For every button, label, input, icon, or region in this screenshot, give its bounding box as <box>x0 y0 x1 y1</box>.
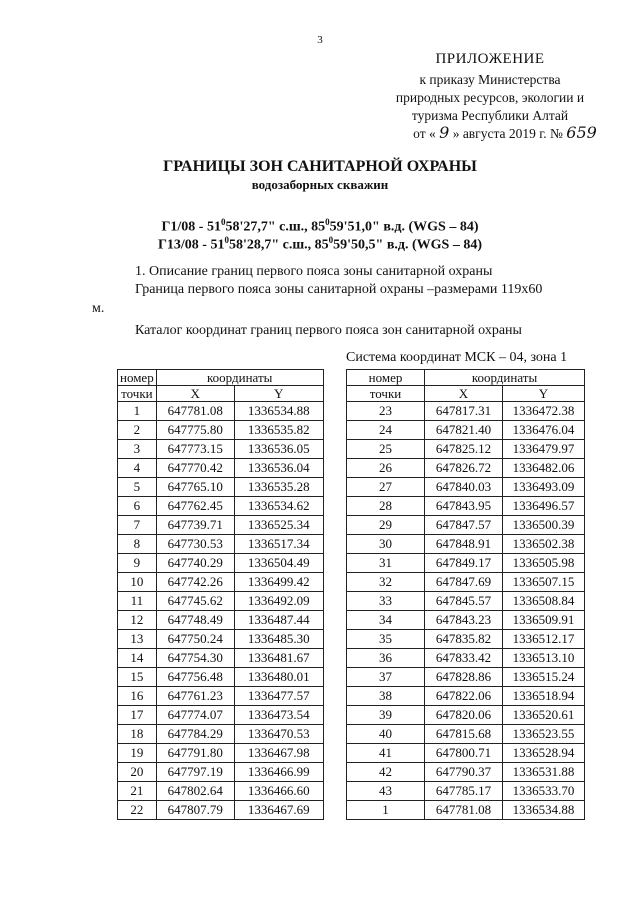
y-coordinate-cell: 1336536.05 <box>234 440 323 459</box>
point-number-cell: 17 <box>118 706 157 725</box>
y-coordinate-cell: 1336509.91 <box>503 611 585 630</box>
point-number-cell: 29 <box>347 516 425 535</box>
point-number-cell: 36 <box>347 649 425 668</box>
table-row <box>347 421 585 440</box>
point-number-cell: 23 <box>347 402 425 421</box>
x-coordinate-cell: 647730.53 <box>156 535 234 554</box>
y-coordinate-cell: 1336473.54 <box>234 706 323 725</box>
point-number-cell: 10 <box>118 573 157 592</box>
table-row <box>118 801 324 820</box>
y-coordinate-cell: 1336504.49 <box>234 554 323 573</box>
table-body-right <box>347 370 585 820</box>
y-coordinate-cell: 1336493.09 <box>503 478 585 497</box>
y-coordinate-cell: 1336467.69 <box>234 801 323 820</box>
point-number-cell: 15 <box>118 668 157 687</box>
x-coordinate-cell: 647807.79 <box>156 801 234 820</box>
point-number-cell: 24 <box>347 421 425 440</box>
point-number-cell: 34 <box>347 611 425 630</box>
x-coordinate-cell: 647802.64 <box>156 782 234 801</box>
point-number-cell: 7 <box>118 516 157 535</box>
header-point-label: точки <box>347 386 425 402</box>
y-coordinate-cell: 1336500.39 <box>503 516 585 535</box>
x-coordinate-cell: 647835.82 <box>425 630 503 649</box>
x-coordinate-cell: 647815.68 <box>425 725 503 744</box>
x-coordinate-cell: 647848.91 <box>425 535 503 554</box>
handwritten-order-number: 659 <box>566 123 597 142</box>
y-coordinate-cell: 1336479.97 <box>503 440 585 459</box>
point-number-cell: 4 <box>118 459 157 478</box>
table-row <box>118 421 324 440</box>
point-number-cell: 16 <box>118 687 157 706</box>
point-number-cell: 28 <box>347 497 425 516</box>
point-number-cell: 30 <box>347 535 425 554</box>
point-number-cell: 26 <box>347 459 425 478</box>
table-row <box>118 497 324 516</box>
point-number-cell: 22 <box>118 801 157 820</box>
y-coordinate-cell: 1336534.88 <box>503 801 585 820</box>
x-coordinate-cell: 647800.71 <box>425 744 503 763</box>
table-row <box>347 516 585 535</box>
appendix-line-1: к приказу Министерства <box>419 72 561 87</box>
boundary-description-end: м. <box>92 301 105 316</box>
table-body-left <box>118 370 324 820</box>
date-prefix: от « <box>413 126 436 141</box>
point-number-cell: 18 <box>118 725 157 744</box>
point-number-cell: 3 <box>118 440 157 459</box>
point-number-cell: 35 <box>347 630 425 649</box>
table-row <box>118 649 324 668</box>
table-row <box>118 573 324 592</box>
x-coordinate-cell: 647750.24 <box>156 630 234 649</box>
point-number-cell: 13 <box>118 630 157 649</box>
x-coordinate-cell: 647781.08 <box>156 402 234 421</box>
table-row <box>347 573 585 592</box>
point-number-cell: 1 <box>347 801 425 820</box>
point-number-cell: 31 <box>347 554 425 573</box>
y-coordinate-cell: 1336525.34 <box>234 516 323 535</box>
coordinate-system: Система координат МСК – 04, зона 1 <box>346 350 568 365</box>
table-row <box>347 649 585 668</box>
header-coordinates: координаты <box>425 370 585 386</box>
point-number-cell: 33 <box>347 592 425 611</box>
x-coordinate-cell: 647742.26 <box>156 573 234 592</box>
y-coordinate-cell: 1336467.98 <box>234 744 323 763</box>
page-number: 3 <box>317 34 323 46</box>
y-coordinate-cell: 1336517.34 <box>234 535 323 554</box>
table-row <box>347 801 585 820</box>
table-row <box>347 630 585 649</box>
point-number-cell: 42 <box>347 763 425 782</box>
point-number-cell: 38 <box>347 687 425 706</box>
x-coordinate-cell: 647849.17 <box>425 554 503 573</box>
point-number-cell: 27 <box>347 478 425 497</box>
header-x: X <box>425 386 503 402</box>
catalog-title: Каталог координат границ первого пояса зон санитарной охраны <box>135 323 522 338</box>
x-coordinate-cell: 647825.12 <box>425 440 503 459</box>
y-coordinate-cell: 1336499.42 <box>234 573 323 592</box>
point-number-cell: 40 <box>347 725 425 744</box>
point-number-cell: 5 <box>118 478 157 497</box>
y-coordinate-cell: 1336534.62 <box>234 497 323 516</box>
x-coordinate-cell: 647784.29 <box>156 725 234 744</box>
y-coordinate-cell: 1336505.98 <box>503 554 585 573</box>
y-coordinate-cell: 1336535.28 <box>234 478 323 497</box>
y-coordinate-cell: 1336492.09 <box>234 592 323 611</box>
y-coordinate-cell: 1336472.38 <box>503 402 585 421</box>
y-coordinate-cell: 1336533.70 <box>503 782 585 801</box>
x-coordinate-cell: 647754.30 <box>156 649 234 668</box>
x-coordinate-cell: 647790.37 <box>425 763 503 782</box>
appendix-line-2: природных ресурсов, экологии и <box>395 90 585 105</box>
table-row <box>118 630 324 649</box>
y-coordinate-cell: 1336487.44 <box>234 611 323 630</box>
table-row <box>118 440 324 459</box>
table-row <box>347 725 585 744</box>
point-number-cell: 12 <box>118 611 157 630</box>
y-coordinate-cell: 1336518.94 <box>503 687 585 706</box>
well-line-1: $Г1/08 - 51^058'27,7$" с.ш., $85^059'51,0$" в.д. (WGS – 84) <box>161 217 479 235</box>
y-coordinate-cell: 1336528.94 <box>503 744 585 763</box>
table-row <box>118 402 324 421</box>
table-row <box>347 687 585 706</box>
table-row <box>118 592 324 611</box>
x-coordinate-cell: 647739.71 <box>156 516 234 535</box>
y-coordinate-cell: 1336513.10 <box>503 649 585 668</box>
table-row <box>347 402 585 421</box>
point-number-cell: 41 <box>347 744 425 763</box>
appendix-date-line <box>380 124 630 142</box>
x-coordinate-cell: 647756.48 <box>156 668 234 687</box>
y-coordinate-cell: 1336476.04 <box>503 421 585 440</box>
point-number-cell: 37 <box>347 668 425 687</box>
table-row <box>118 459 324 478</box>
document-title: ГРАНИЦЫ ЗОН САНИТАРНОЙ ОХРАНЫ <box>163 158 477 175</box>
point-number-cell: 43 <box>347 782 425 801</box>
x-coordinate-cell: 647740.29 <box>156 554 234 573</box>
table-row <box>347 440 585 459</box>
table-row <box>347 592 585 611</box>
x-coordinate-cell: 647745.62 <box>156 592 234 611</box>
point-number-cell: 21 <box>118 782 157 801</box>
header-y: Y <box>234 386 323 402</box>
handwritten-day: 9 <box>439 123 450 142</box>
x-coordinate-cell: 647785.17 <box>425 782 503 801</box>
y-coordinate-cell: 1336507.15 <box>503 573 585 592</box>
table-row <box>347 782 585 801</box>
x-coordinate-cell: 647833.42 <box>425 649 503 668</box>
header-point-label: точки <box>118 386 157 402</box>
x-coordinate-cell: 647828.86 <box>425 668 503 687</box>
point-number-cell: 8 <box>118 535 157 554</box>
table-row <box>347 535 585 554</box>
x-coordinate-cell: 647847.69 <box>425 573 503 592</box>
well-line-2: $Г13/08 - 51^058'28,7$" с.ш., $85^059'50,5$" в.д. (WGS – 84) <box>158 235 482 253</box>
point-number-cell: 6 <box>118 497 157 516</box>
point-number-cell: 25 <box>347 440 425 459</box>
x-coordinate-cell: 647761.23 <box>156 687 234 706</box>
point-number-cell: 39 <box>347 706 425 725</box>
y-coordinate-cell: 1336470.53 <box>234 725 323 744</box>
document-subtitle: водозаборных скважин <box>251 177 389 192</box>
y-coordinate-cell: 1336477.57 <box>234 687 323 706</box>
y-coordinate-cell: 1336534.88 <box>234 402 323 421</box>
y-coordinate-cell: 1336536.04 <box>234 459 323 478</box>
point-number-cell: 9 <box>118 554 157 573</box>
y-coordinate-cell: 1336531.88 <box>503 763 585 782</box>
y-coordinate-cell: 1336481.67 <box>234 649 323 668</box>
x-coordinate-cell: 647765.10 <box>156 478 234 497</box>
table-row <box>347 497 585 516</box>
header-x: X <box>156 386 234 402</box>
table-row <box>118 744 324 763</box>
x-coordinate-cell: 647773.15 <box>156 440 234 459</box>
header-point-number: номер <box>347 370 425 386</box>
x-coordinate-cell: 647762.45 <box>156 497 234 516</box>
y-coordinate-cell: 1336480.01 <box>234 668 323 687</box>
point-number-cell: 2 <box>118 421 157 440</box>
table-row <box>347 668 585 687</box>
y-coordinate-cell: 1336466.60 <box>234 782 323 801</box>
point-number-cell: 11 <box>118 592 157 611</box>
table-row <box>347 478 585 497</box>
x-coordinate-cell: 647770.42 <box>156 459 234 478</box>
point-number-cell: 1 <box>118 402 157 421</box>
coordinates-table-left <box>117 369 324 820</box>
appendix-line-3: туризма Республики Алтай <box>411 108 569 123</box>
x-coordinate-cell: 647797.19 <box>156 763 234 782</box>
x-coordinate-cell: 647774.07 <box>156 706 234 725</box>
x-coordinate-cell: 647826.72 <box>425 459 503 478</box>
x-coordinate-cell: 647840.03 <box>425 478 503 497</box>
y-coordinate-cell: 1336512.17 <box>503 630 585 649</box>
y-coordinate-cell: 1336520.61 <box>503 706 585 725</box>
x-coordinate-cell: 647843.95 <box>425 497 503 516</box>
table-row <box>347 706 585 725</box>
table-row <box>118 516 324 535</box>
point-number-cell: 19 <box>118 744 157 763</box>
table-row <box>118 668 324 687</box>
x-coordinate-cell: 647817.31 <box>425 402 503 421</box>
table-row <box>118 782 324 801</box>
y-coordinate-cell: 1336508.84 <box>503 592 585 611</box>
y-coordinate-cell: 1336466.99 <box>234 763 323 782</box>
table-row <box>347 554 585 573</box>
x-coordinate-cell: 647820.06 <box>425 706 503 725</box>
x-coordinate-cell: 647791.80 <box>156 744 234 763</box>
x-coordinate-cell: 647781.08 <box>425 801 503 820</box>
table-row <box>347 611 585 630</box>
table-row <box>347 763 585 782</box>
y-coordinate-cell: 1336515.24 <box>503 668 585 687</box>
y-coordinate-cell: 1336535.82 <box>234 421 323 440</box>
table-row <box>118 763 324 782</box>
coordinates-table-right <box>346 369 585 820</box>
x-coordinate-cell: 647821.40 <box>425 421 503 440</box>
date-suffix: » августа 2019 г. № <box>452 126 563 141</box>
point-number-cell: 32 <box>347 573 425 592</box>
y-coordinate-cell: 1336502.38 <box>503 535 585 554</box>
x-coordinate-cell: 647775.80 <box>156 421 234 440</box>
header-coordinates: координаты <box>156 370 323 386</box>
table-row <box>347 744 585 763</box>
table-row <box>118 478 324 497</box>
x-coordinate-cell: 647822.06 <box>425 687 503 706</box>
table-row <box>118 554 324 573</box>
table-row <box>118 706 324 725</box>
table-row <box>347 459 585 478</box>
table-row <box>118 725 324 744</box>
table-row <box>118 611 324 630</box>
table-row <box>118 535 324 554</box>
point-number-cell: 20 <box>118 763 157 782</box>
appendix-title: ПРИЛОЖЕНИЕ <box>435 51 545 67</box>
x-coordinate-cell: 647847.57 <box>425 516 503 535</box>
y-coordinate-cell: 1336523.55 <box>503 725 585 744</box>
x-coordinate-cell: 647845.57 <box>425 592 503 611</box>
table-row <box>118 687 324 706</box>
boundary-description: Граница первого пояса зоны санитарной охраны –размерами 119х60 <box>135 282 543 297</box>
y-coordinate-cell: 1336496.57 <box>503 497 585 516</box>
section-heading: 1. Описание границ первого пояса зоны санитарной охраны <box>135 264 493 279</box>
header-point-number: номер <box>118 370 157 386</box>
y-coordinate-cell: 1336482.06 <box>503 459 585 478</box>
x-coordinate-cell: 647843.23 <box>425 611 503 630</box>
header-y: Y <box>503 386 585 402</box>
point-number-cell: 14 <box>118 649 157 668</box>
y-coordinate-cell: 1336485.30 <box>234 630 323 649</box>
x-coordinate-cell: 647748.49 <box>156 611 234 630</box>
